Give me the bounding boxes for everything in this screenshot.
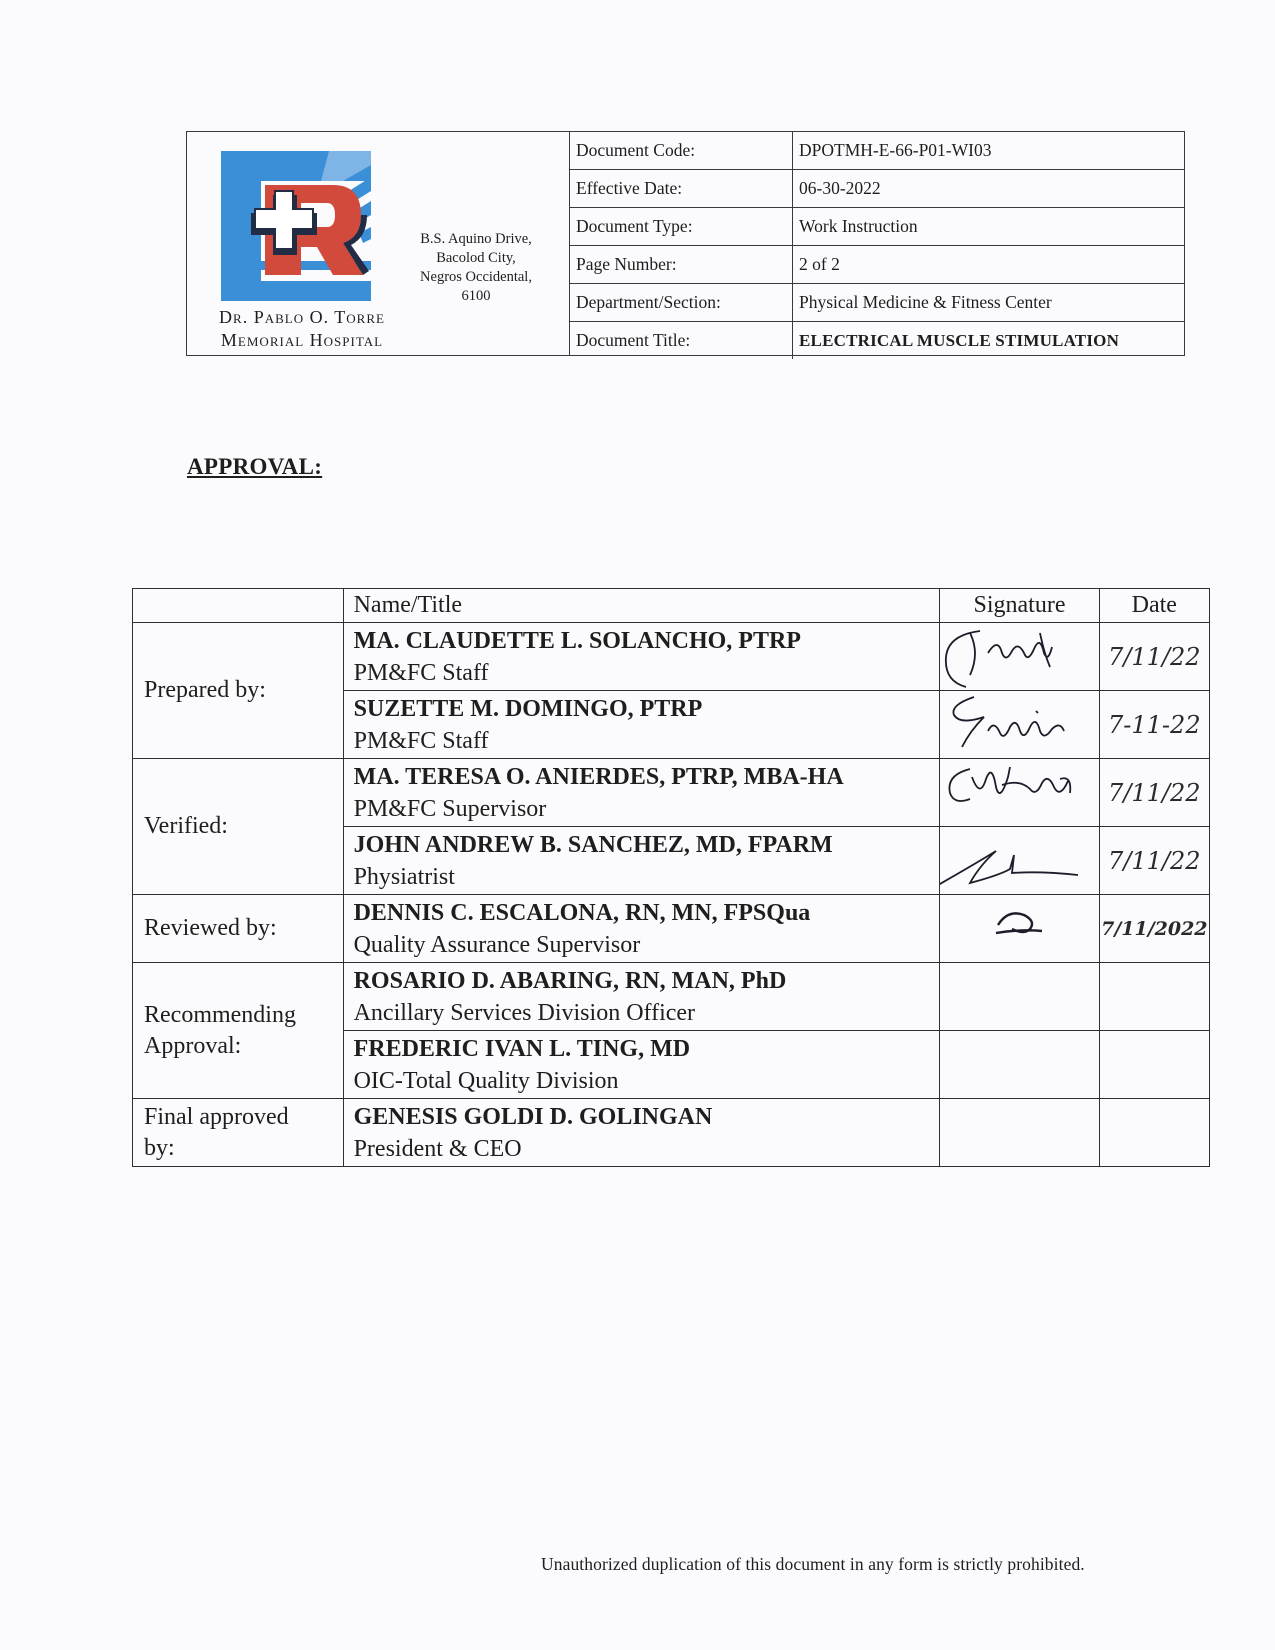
person-name: ROSARIO D. ABARING, RN, MAN, PhD [353, 967, 787, 994]
meta-key: Effective Date: [570, 170, 793, 208]
effective-date: 06-30-2022 [793, 170, 1185, 208]
person-name: JOHN ANDREW B. SANCHEZ, MD, FPARM [353, 831, 833, 858]
date-column-header: Date [1099, 589, 1209, 623]
role-label-line1: Recommending [144, 1001, 296, 1028]
date-cell [1099, 963, 1209, 1031]
signed-date: 7/11/22 [1108, 778, 1201, 807]
footer-disclaimer: Unauthorized duplication of this document in any form is strictly prohibited. [541, 1554, 1085, 1574]
person-title: PM&FC Staff [353, 659, 489, 686]
person-cell [343, 827, 940, 895]
table-row [133, 1099, 1210, 1167]
person-title: OIC-Total Quality Division [353, 1067, 619, 1094]
signature-cell [940, 827, 1099, 895]
signed-date: 7/11/2022 [1101, 917, 1208, 940]
meta-key: Department/Section: [570, 284, 793, 322]
handwritten-signature [940, 895, 1094, 962]
person-name: MA. TERESA O. ANIERDES, PTRP, MBA-HA [353, 763, 844, 790]
address-line: Bacolod City, [436, 250, 516, 266]
handwritten-signature [940, 827, 1094, 894]
person-cell [343, 691, 940, 759]
hospital-logo [221, 151, 381, 306]
role-label-line2: Approval: [144, 1032, 242, 1059]
person-cell [343, 963, 940, 1031]
signature-column-header: Signature [940, 589, 1099, 623]
person-title: PM&FC Supervisor [353, 795, 547, 822]
hospital-address [383, 230, 569, 306]
date-cell [1099, 895, 1209, 963]
meta-key: Document Title: [570, 322, 793, 360]
person-title: President & CEO [353, 1135, 522, 1162]
meta-row [570, 246, 1184, 284]
person-cell [343, 759, 940, 827]
logo-cell [187, 132, 383, 355]
handwritten-signature [940, 691, 1094, 758]
person-name: GENESIS GOLDI D. GOLINGAN [353, 1103, 713, 1130]
signature-cell [940, 1099, 1099, 1167]
person-cell [343, 895, 940, 963]
role-label [133, 963, 344, 1099]
date-cell [1099, 1031, 1209, 1099]
role-column-header [133, 589, 344, 623]
document-header [186, 131, 1185, 356]
date-cell [1099, 827, 1209, 895]
meta-row [570, 208, 1184, 246]
role-label-line2: by: [144, 1134, 175, 1161]
department-section: Physical Medicine & Fitness Center [793, 284, 1185, 322]
person-title: Quality Assurance Supervisor [353, 931, 641, 958]
role-label: Prepared by: [133, 623, 344, 759]
signature-cell [940, 1031, 1099, 1099]
person-name: MA. CLAUDETTE L. SOLANCHO, PTRP [353, 627, 801, 654]
person-title: PM&FC Staff [353, 727, 489, 754]
approval-header-row [133, 589, 1210, 623]
address-line: B.S. Aquino Drive, [420, 231, 532, 247]
person-name: FREDERIC IVAN L. TING, MD [353, 1035, 691, 1062]
date-cell [1099, 1099, 1209, 1167]
signature-cell [940, 895, 1099, 963]
person-cell [343, 623, 940, 691]
handwritten-signature [940, 623, 1094, 690]
role-label-line1: Final approved [144, 1103, 289, 1130]
signature-cell [940, 623, 1099, 691]
address-line: Negros Occidental, [420, 269, 532, 285]
signature-cell [940, 759, 1099, 827]
document-code: DPOTMH-E-66-P01-WI03 [793, 132, 1185, 170]
table-row [133, 623, 1210, 691]
meta-row [570, 132, 1184, 170]
signature-cell [940, 691, 1099, 759]
handwritten-signature [940, 759, 1094, 826]
person-cell [343, 1099, 940, 1167]
approval-table [132, 588, 1210, 1167]
person-title: Physiatrist [353, 863, 455, 890]
meta-row [570, 284, 1184, 322]
name-title-column-header: Name/Title [343, 589, 940, 623]
person-name: DENNIS C. ESCALONA, RN, MN, FPSQua [353, 899, 811, 926]
address-cell [383, 132, 570, 355]
meta-row [570, 322, 1184, 360]
person-title: Ancillary Services Division Officer [353, 999, 696, 1026]
address-line: 6100 [461, 288, 491, 304]
document-title: ELECTRICAL MUSCLE STIMULATION [799, 331, 1120, 350]
signed-date: 7/11/22 [1108, 642, 1201, 671]
meta-key: Document Code: [570, 132, 793, 170]
role-label: Verified: [133, 759, 344, 895]
date-cell [1099, 759, 1209, 827]
table-row [133, 759, 1210, 827]
document-type: Work Instruction [793, 208, 1185, 246]
meta-row [570, 170, 1184, 208]
table-row [133, 895, 1210, 963]
signed-date: 7-11-22 [1108, 710, 1201, 739]
person-name: SUZETTE M. DOMINGO, PTRP [353, 695, 703, 722]
table-row [133, 963, 1210, 1031]
date-cell [1099, 623, 1209, 691]
document-meta-table [570, 132, 1184, 359]
hospital-name-line1: Dr. Pablo O. Torre [219, 307, 385, 327]
approval-heading: APPROVAL: [187, 454, 323, 479]
page-number: 2 of 2 [793, 246, 1185, 284]
hospital-name-line2: Memorial Hospital [220, 330, 384, 350]
date-cell [1099, 691, 1209, 759]
role-label [133, 1099, 344, 1167]
signed-date: 7/11/22 [1108, 846, 1201, 875]
role-label: Reviewed by: [133, 895, 344, 963]
person-cell [343, 1031, 940, 1099]
meta-key: Document Type: [570, 208, 793, 246]
signature-cell [940, 963, 1099, 1031]
meta-key: Page Number: [570, 246, 793, 284]
